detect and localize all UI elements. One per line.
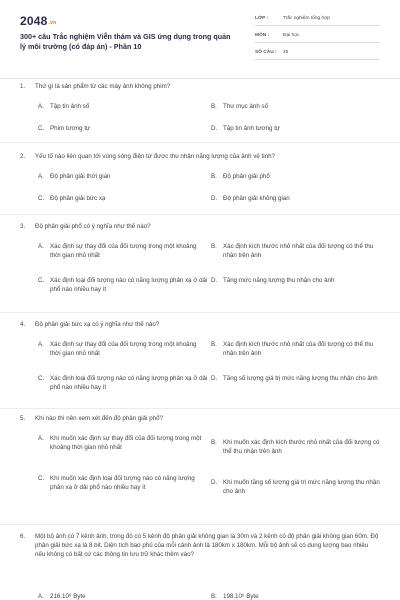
option-c[interactable] [38,374,208,392]
option-a[interactable] [38,434,208,452]
option-label: A. [38,103,44,110]
meta-value: Đại học [283,33,300,38]
option-a[interactable] [38,102,208,111]
question-number: 4. [20,321,26,328]
question-number: 6. [20,533,26,540]
option-text: Khi muốn xác định kích thước nhỏ nhất của đối tượng có thể thu nhận trên ảnh [223,439,380,455]
option-label: D. [211,277,218,284]
option-text: Xác định kích thước nhỏ nhất của đối tượng có thể thu nhận trên ảnh [223,341,374,357]
question-body: Thứ gì là sản phẩm từ các máy ảnh không phim? [35,83,171,90]
option-text: 198.10⁶ Byte [223,593,259,600]
option-label: D. [211,375,218,382]
question-body: Độ phân giải bức xạ có ý nghĩa như thế nào? [35,321,160,328]
question-6 [20,532,380,600]
option-d[interactable] [211,276,380,285]
option-label: B. [211,243,217,250]
question-body: Độ phân giải phổ có ý nghĩa như thế nào? [35,223,151,230]
document-meta [255,12,380,63]
option-text: Tập tin ảnh tương tự [223,125,281,132]
option-text: Khi muốn xác định loại đối tượng nào có năng lượng phản xạ ở dải phổ nào nhiều hay ít [50,475,195,491]
option-label: B. [211,439,217,446]
option-d[interactable] [211,124,380,133]
option-b[interactable] [211,340,380,358]
meta-value: Trắc nghiệm tổng hợp [283,16,330,21]
option-b[interactable] [211,438,380,456]
option-label: C. [38,277,45,284]
question-divider [0,214,400,215]
option-text: Độ phân giải thời gian [50,173,111,180]
question-text [20,320,380,329]
meta-row-count [255,46,380,60]
option-text: Phim tương tự [50,125,91,132]
option-text: 216.10⁶ Byte [50,593,86,600]
option-label: C. [38,475,45,482]
option-text: Độ phân giải phổ [223,173,270,180]
question-3 [20,222,380,293]
option-label: D. [211,125,218,132]
question-body: Khi nào thì nên xem xét đến độ phân giải phổ? [35,415,163,422]
meta-value: 25 [283,50,289,55]
option-text: Độ phân giải không gian [223,195,290,202]
option-text: Tập tin ảnh số [50,103,90,110]
meta-row-class [255,12,380,26]
option-label: A. [38,435,44,442]
option-label: C. [38,125,45,132]
question-text [20,222,380,231]
site-logo[interactable] [20,14,56,28]
option-text: Độ phân giải bức xạ [50,195,106,202]
option-a[interactable] [38,340,208,358]
header-divider [0,78,400,79]
logo-text: 2048 [20,14,48,28]
option-label: D. [211,195,218,202]
option-label: D. [211,479,218,486]
option-text: Khi muốn xác định sự thay đổi của đối tượng trong một khoảng thời gian nhỏ nhất [50,435,202,451]
option-label: A. [38,173,44,180]
question-4 [20,320,380,391]
question-5 [20,414,380,495]
option-b[interactable] [211,242,380,260]
option-text: Xác định sự thay đổi của đối tượng trong một khoảng thời gian nhỏ nhất [50,341,197,357]
option-label: A. [38,341,44,348]
option-text: Khi muốn tăng số lượng giá trị mức năng lượng thu nhận cho ảnh [223,479,380,495]
option-text: Xác định sự thay đổi của đối tượng trong một khoảng thời gian nhỏ nhất [50,243,197,259]
document-title: 300+ câu Trắc nghiệm Viễn thám và GIS ứng dụng trong quản lý môi trường (có đáp án) - Phần 10 [20,32,231,51]
option-label: A. [38,593,44,600]
option-d[interactable] [211,478,380,496]
meta-key: MÔN : [255,33,270,38]
question-text [20,532,380,559]
question-divider [0,142,400,143]
option-text: Tăng số lượng giá trị mức năng lượng thu nhận cho ảnh [223,375,378,382]
option-c[interactable] [38,474,208,492]
option-label: A. [38,243,44,250]
option-text: Tăng mức năng lượng thu nhận cho ảnh [223,277,335,284]
question-body: Một bộ ảnh có 7 kênh ảnh, trong đó có 5 kênh độ phân giải không gian là 30m và 2 kênh có độ phân giải không gian 60m. Độ phân giải bức xạ là 8 bit. Diện tích bao phủ của mỗi cảnh ảnh là 180km x 180km. Mỗi bộ ảnh sẽ có dung lượng bao nhiêu nếu không có bất cứ các thông tin lưu trữ khác thêm vào? [35,533,379,558]
meta-key: LỚP : [255,16,269,21]
option-c[interactable] [38,276,208,294]
question-divider [0,524,400,525]
question-number: 2. [20,153,26,160]
option-label: B. [211,103,217,110]
option-text: Xác định kích thước nhỏ nhất của đối tượng có thể thu nhận trên ảnh [223,243,374,259]
document-header [0,0,400,78]
option-label: C. [38,375,45,382]
question-number: 5. [20,415,26,422]
option-text: Xác định loại đối tượng nào có năng lượng phản xạ ở dải phổ nào nhiều hay ít [50,277,208,293]
option-label: B. [211,593,217,600]
option-label: B. [211,173,217,180]
question-text [20,414,380,423]
logo-suffix: .vn [48,20,57,26]
option-label: B. [211,341,217,348]
option-b[interactable] [211,172,380,181]
option-a[interactable] [38,172,208,181]
option-text: Xác định loại đối tượng nào có năng lượng phản xạ ở dải phổ nào nhiều hay ít [50,375,208,391]
question-2 [20,152,380,202]
meta-key: SỐ CÂU : [255,50,277,55]
option-label: C. [38,195,45,202]
option-b[interactable] [211,102,380,111]
option-c[interactable] [38,124,208,133]
meta-row-subject [255,29,380,43]
option-b[interactable] [211,592,380,600]
question-number: 1. [20,83,26,90]
option-d[interactable] [211,374,380,383]
question-body: Yếu tố nào liên quan tới vùng sóng điện từ được thu nhận năng lượng của ảnh vệ tinh? [35,153,275,160]
question-number: 3. [20,223,26,230]
option-text: Thư mục ảnh số [223,103,269,110]
question-1 [20,82,380,132]
question-divider [0,312,400,313]
option-a[interactable] [38,242,208,260]
question-text [20,82,380,91]
question-text [20,152,380,161]
option-c[interactable] [38,194,208,203]
option-d[interactable] [211,194,380,203]
option-a[interactable] [38,592,208,600]
question-divider [0,408,400,409]
